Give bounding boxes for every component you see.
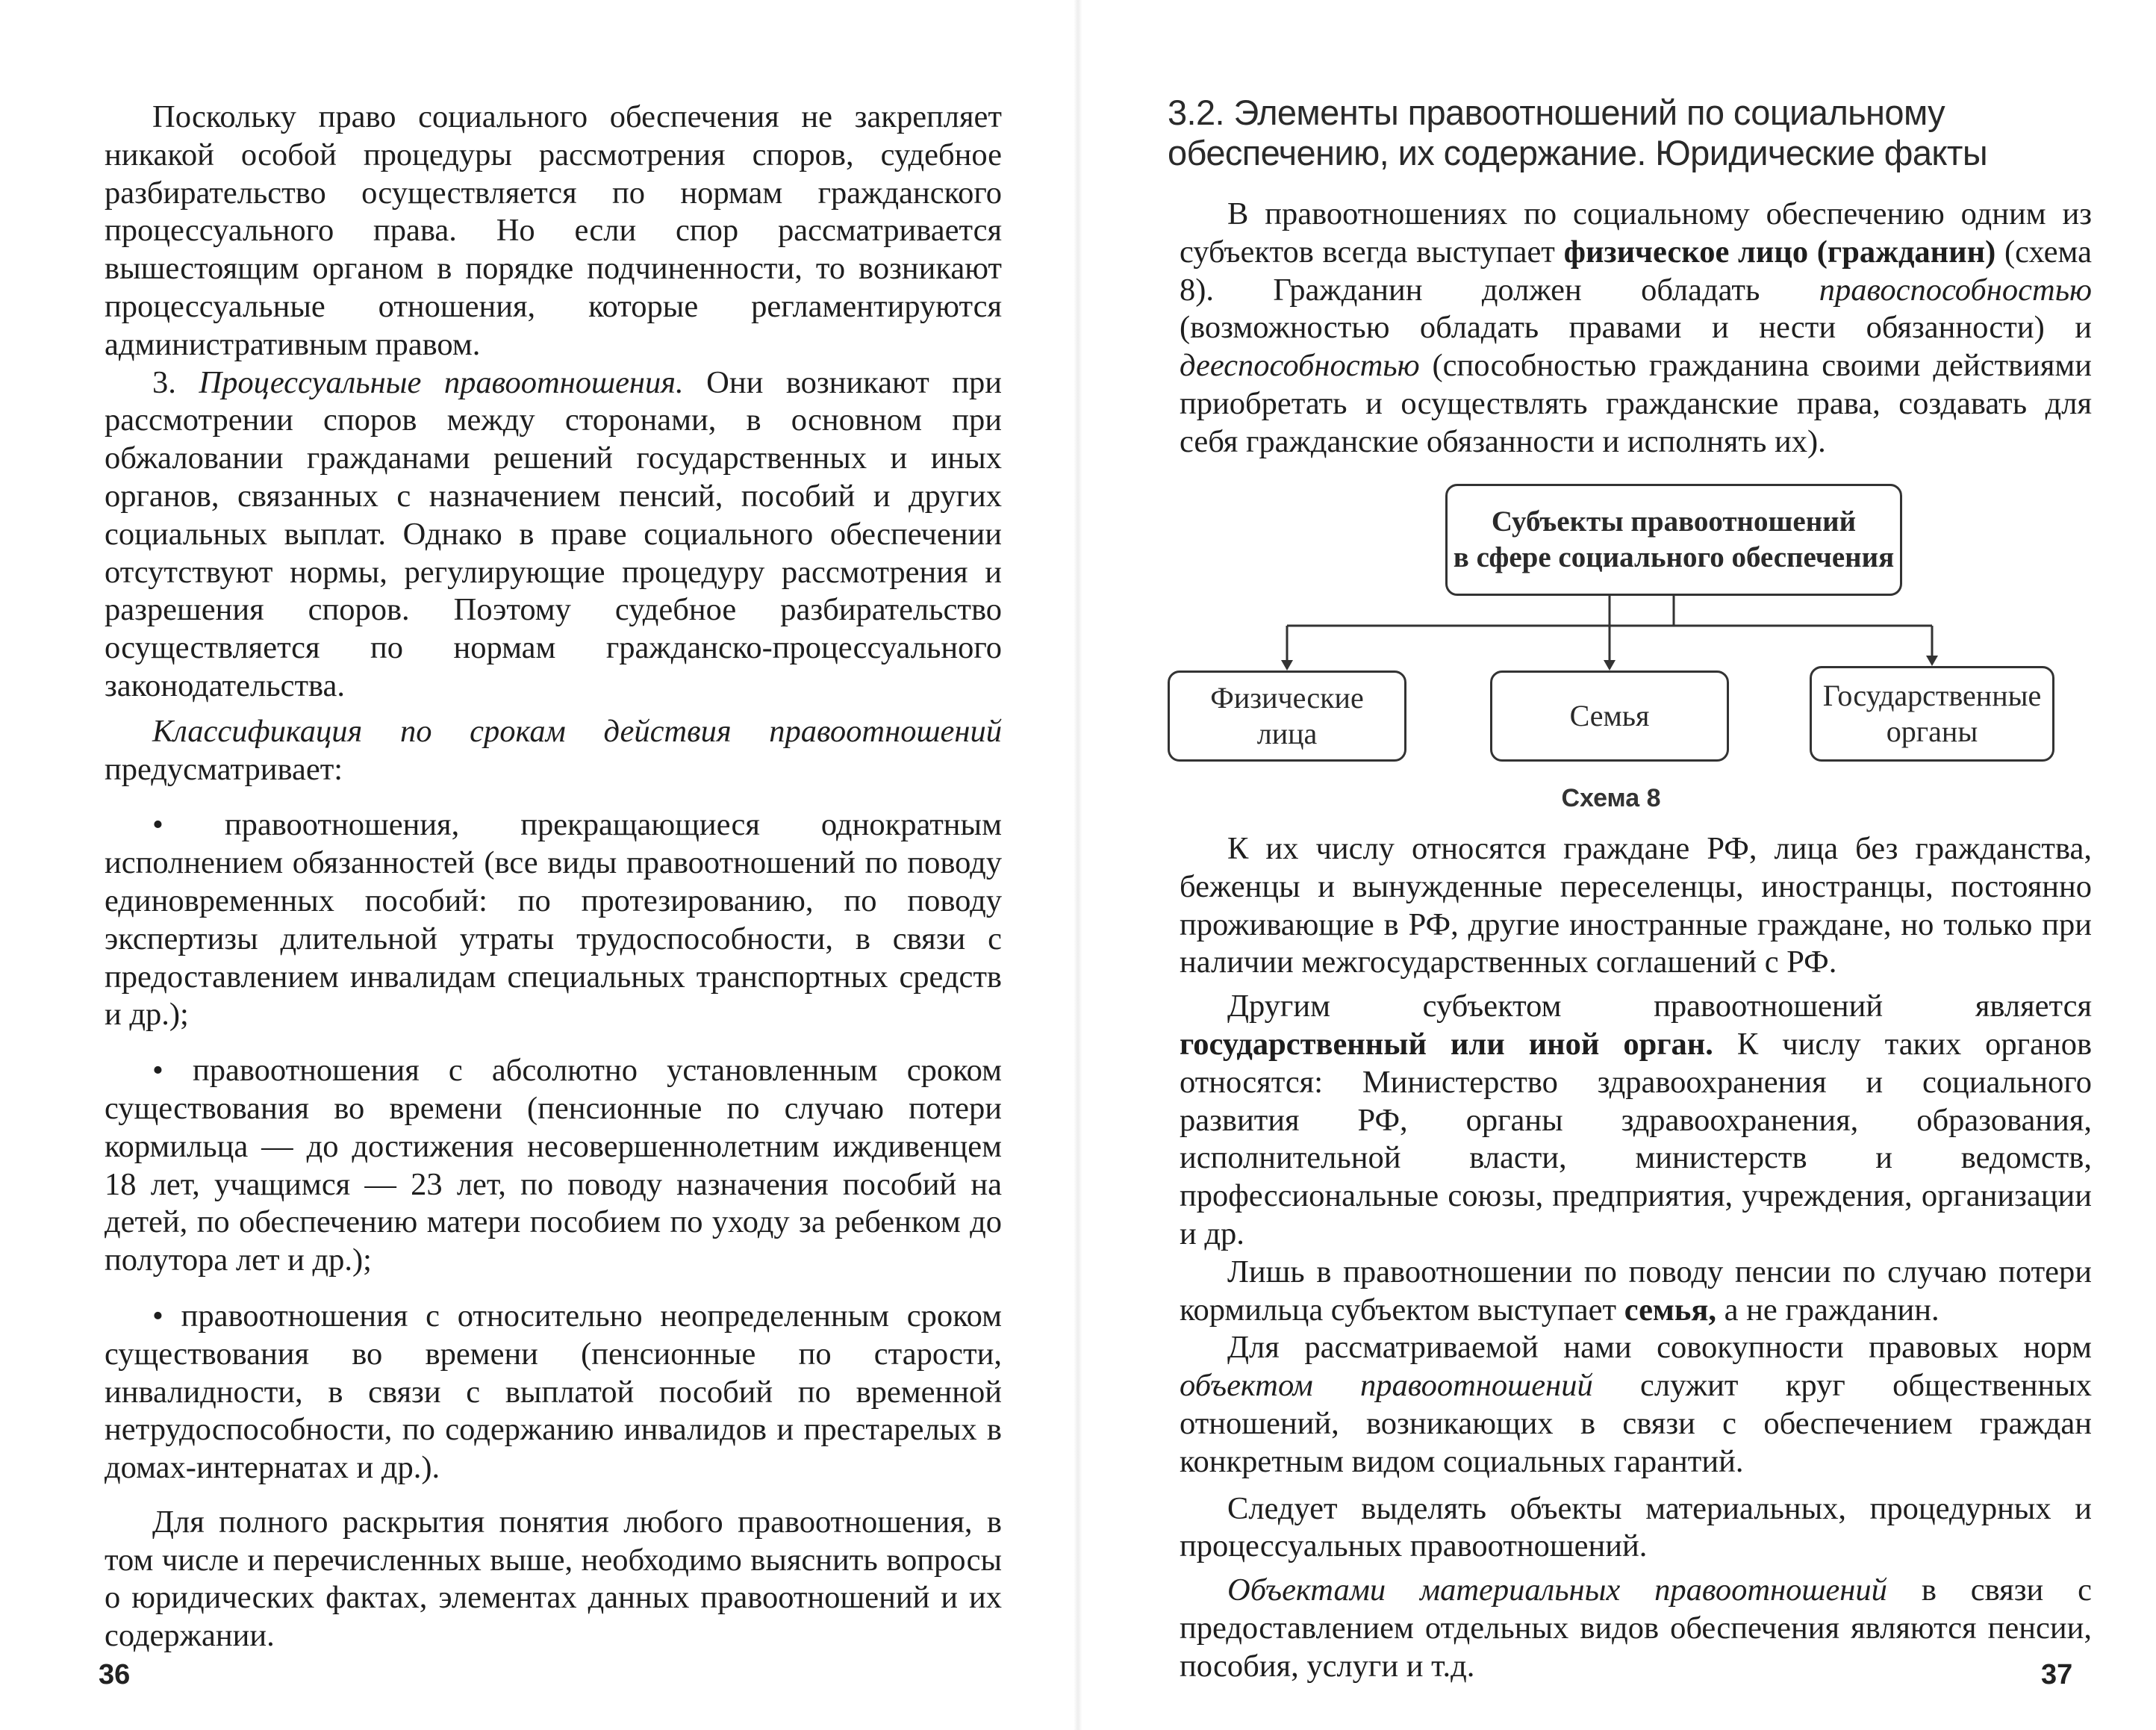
page-number-right: 37 bbox=[2041, 1659, 2073, 1690]
paragraph-citizens: К их числу относятся граждане РФ, лица без гражданства, беженцы и вынужденные переселенцы, иностранцы, постоянно проживающие в РФ, другие иностранные граждане, но только при наличии межгосударственных соглашений с РФ. bbox=[1180, 831, 2092, 980]
paragraph-material-objects bbox=[1180, 1572, 2092, 1685]
box-family bbox=[1490, 670, 1729, 762]
box1-line-2: лица bbox=[1256, 717, 1318, 750]
box-physical-persons bbox=[1168, 670, 1406, 762]
intro-text-1: В правоотношениях по социальному обеспечению одним из субъектов всегда выступает bbox=[1180, 196, 2092, 270]
box-legal-subjects bbox=[1445, 484, 1902, 596]
paragraph-procedure: Поскольку право социального обеспечения не закрепляет никакой особой процедуры рассмотрения споров, судебное разбирательство осуществляется по нормам гражданского процессуального права. Но если спор рассматривается вышестоящим органом в порядке подчиненности, то возникают процессуальные отношения, которые регламентируются административным правом. bbox=[105, 99, 1002, 362]
intro-text-2: (схема 8). Гражданин должен обладать bbox=[1180, 234, 2092, 308]
bullet-item-2: • правоотношения с абсолютно установленным сроком существования во времени (пенсионные по случаю потери кормильца — до достижения несовершеннолетним иждивенцем 18 лет, учащимся — 23 лет, по поводу назначения пособий на детей, по обеспечению матери пособием по уходу за ребенком до полутора лет и др.); bbox=[105, 1053, 1002, 1278]
family-text-1: Лишь в правоотношении по поводу пенсии по случаю потери кормильца субъектом выступает bbox=[1180, 1254, 2092, 1328]
arrowhead-left bbox=[1281, 660, 1293, 670]
term-state-organ: государственный или иной орган. bbox=[1180, 1026, 1713, 1062]
box3-line-1: Государственные bbox=[1822, 679, 2042, 712]
classification-text: предусматривает: bbox=[105, 751, 343, 787]
section-heading bbox=[1168, 93, 2108, 173]
page-number-left: 36 bbox=[99, 1659, 131, 1690]
procedural-text: Они возникают при рассмотрении споров между сторонами, в основном при обжаловании гражданами решений государственных и иных органов, связанных с назначением пенсий, пособий и других социальных выплат. Однако в праве социального обеспечении отсутствуют нормы, регулирующие процедуру рассмотрения и разрешения споров. Поэтому судебное разбирательство осуществляется по нормам гражданско-процессуального законодательства. bbox=[105, 364, 1002, 703]
term-legal-capacity: правоспособностью bbox=[1819, 272, 2093, 308]
arrowhead-right bbox=[1926, 656, 1938, 666]
left-text-column bbox=[105, 99, 1002, 1655]
box-main-line-1: Субъекты правоотношений bbox=[1491, 505, 1857, 538]
paragraph-closing: Для полного раскрытия понятия любого правоотношения, в том числе и перечисленных выше, необходимо выяснить вопросы о юридических фактах, элементах данных правоотношений и их содержании. bbox=[105, 1504, 1002, 1654]
term-object: объектом правоотношений bbox=[1180, 1368, 1593, 1404]
intro-text-4: (способностью гражданина своими действиями приобретать и осуществлять гражданские права, создавать для себя гражданские обязанности и исполнять их). bbox=[1180, 348, 2093, 459]
term-physical-person: физическое лицо (гражданин) bbox=[1563, 234, 1996, 270]
bullet-item-3: • правоотношения с относительно неопределенным сроком существования во времени (пенсионные по старости, инвалидности, в связи с выплатой пособий по временной нетрудоспособности, по содержанию инвалидов и престарелых в домах-интернатах и др.). bbox=[105, 1298, 1002, 1486]
bullet-item-1: • правоотношения, прекращающиеся однократным исполнением обязанностей (все виды правоотношений по поводу единовременных пособий: по протезированию, по поводу экспертизы длительной утраты трудоспособности, в связи с предоставлением инвалидам специальных транспортных средств и др.); bbox=[105, 807, 1002, 1033]
right-text-column-lower bbox=[1180, 830, 2092, 1686]
object-text-2: служит круг общественных отношений, возникающих в связи с обеспечением граждан конкретным видом социальных гарантий. bbox=[1180, 1368, 2093, 1479]
paragraph-classification bbox=[105, 713, 1002, 789]
term-material-objects: Объектами материальных правоотношений bbox=[1227, 1572, 1887, 1608]
organ-text-2: К числу таких органов относятся: Министерство здравоохранения и социального развития РФ, органы здравоохранения, образования, исполнительной власти, министерств и ведомств, профессиональные союзы, предприятия, учреждения, организации и др. bbox=[1180, 1026, 2093, 1251]
box3-line-2: органы bbox=[1886, 715, 1978, 748]
right-text-column-upper bbox=[1180, 196, 2092, 461]
box-main-line-2: в сфере социального обеспечения bbox=[1453, 541, 1895, 573]
box2-label: Семья bbox=[1569, 699, 1650, 732]
heading-line-2: обеспечению, их содержание. Юридические факты bbox=[1168, 133, 1987, 172]
paragraph-object bbox=[1180, 1329, 2092, 1481]
item-number: 3. bbox=[152, 364, 176, 400]
heading-line-1: 3.2. Элементы правоотношений по социальному bbox=[1168, 93, 1945, 132]
paragraph-procedural-relations bbox=[105, 364, 1002, 706]
arrowhead-middle bbox=[1604, 660, 1616, 670]
organ-text-1: Другим субъектом правоотношений является bbox=[1227, 989, 2092, 1024]
term-capability: дееспособностью bbox=[1180, 348, 1420, 384]
term-procedural: Процессуальные правоотношения. bbox=[199, 364, 684, 400]
paragraph-family bbox=[1180, 1254, 2092, 1330]
family-text-2: а не гражданин. bbox=[1724, 1292, 1940, 1328]
box-state-bodies bbox=[1810, 666, 2054, 762]
diagram-caption: Схема 8 bbox=[1561, 784, 1661, 812]
object-text-1: Для рассматриваемой нами совокупности правовых норм bbox=[1227, 1330, 2092, 1366]
term-family: семья, bbox=[1624, 1292, 1716, 1328]
box1-line-1: Физические bbox=[1210, 681, 1364, 715]
paragraph-intro bbox=[1180, 196, 2092, 461]
intro-text-3: (возможностью обладать правами и нести обязанности) и bbox=[1180, 310, 2092, 346]
paragraph-distinguish: Следует выделять объекты материальных, процедурных и процессуальных правоотношений. bbox=[1180, 1490, 2092, 1564]
scheme-8-diagram bbox=[1168, 478, 2108, 821]
material-text: в связи с предоставлением отдельных видов обеспечения являются пенсии, пособия, услуги и т.д. bbox=[1180, 1572, 2093, 1684]
right-page bbox=[1078, 0, 2156, 1730]
paragraph-state-organ bbox=[1180, 988, 2092, 1254]
term-classification: Классификация по срокам действия правоотношений bbox=[152, 713, 1002, 749]
